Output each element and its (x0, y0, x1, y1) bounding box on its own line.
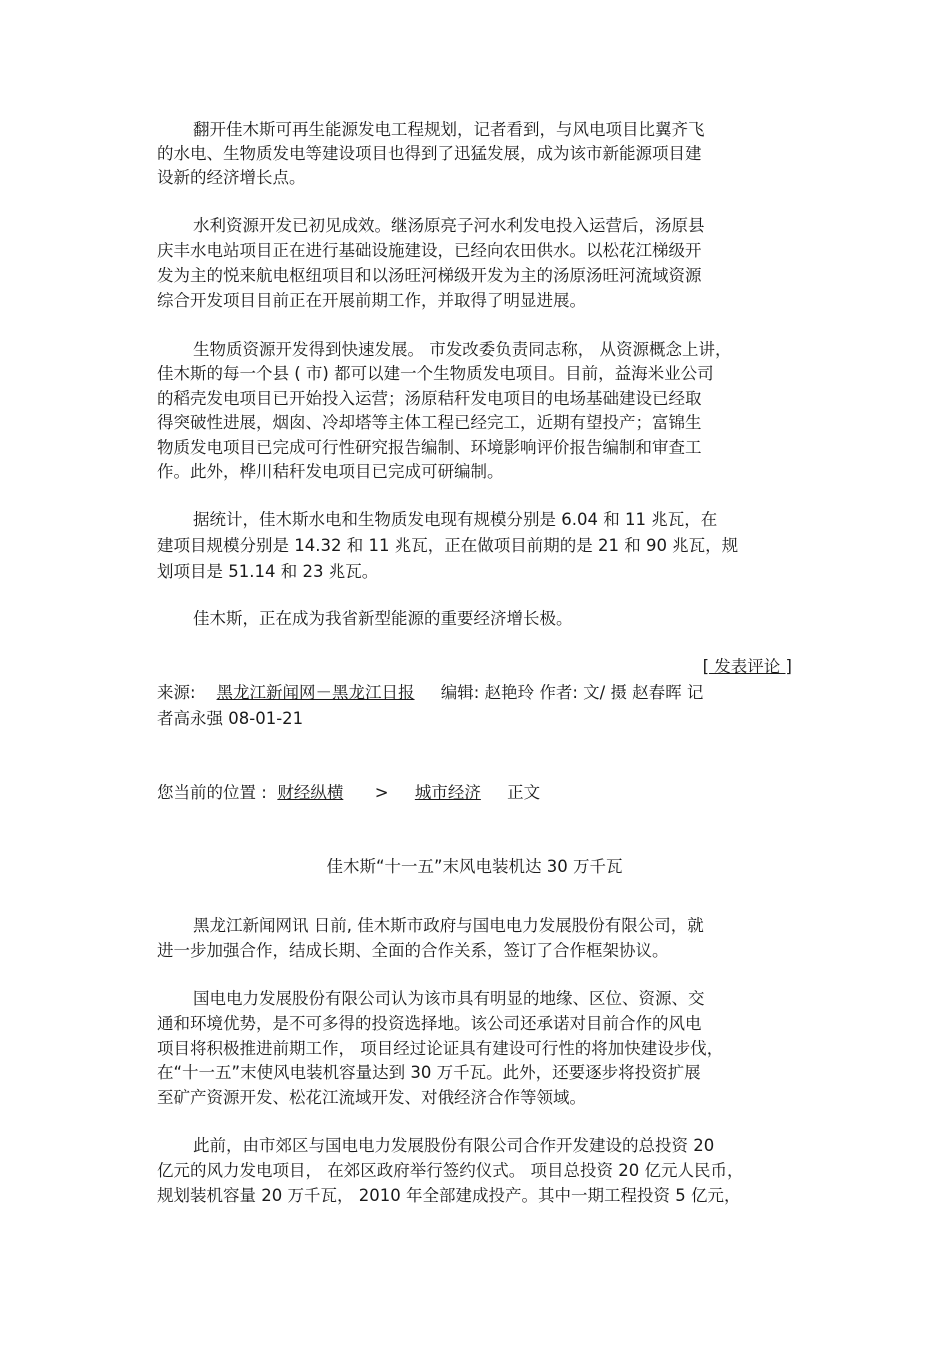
article-p3-line-1: 此前，由市郊区与国电电力发展股份有限公司合作开发建设的总投资 20 (193, 1136, 715, 1155)
article-p2-line-3: 项目将积极推进前期工作， 项目经过论证具有建设可行性的将加快建设步伐， (157, 1039, 724, 1058)
paragraph-3-line-6: 作。此外，桦川秸秆发电项目已完成可研编制。 (157, 462, 504, 481)
source-line (157, 682, 797, 704)
paragraph-4-line-2: 建项目规模分别是 14.32 和 11 兆瓦，正在做项目前期的是 21 和 90 兆瓦，规 (157, 536, 739, 555)
article-p1-line-2: 进一步加强合作，结成长期、全面的合作关系，签订了合作框架协议。 (157, 941, 669, 960)
breadcrumb-item-city-economy[interactable]: 城市经济 (414, 783, 481, 802)
paragraph-1-line-1: 翻开佳木斯可再生能源发电工程规划，记者看到，与风电项目比翼齐飞 (193, 120, 705, 139)
article-title: 佳木斯“十一五”末风电装机达 30 万千瓦 (326, 857, 623, 876)
paragraph-2-line-3: 发为主的悦来航电枢纽项目和以汤旺河梯级开发为主的汤原汤旺河流域资源 (157, 266, 702, 285)
source-label: 来源: (157, 683, 196, 702)
paragraph-1-line-3: 设新的经济增长点。 (157, 168, 306, 187)
paragraph-3-line-5: 物质发电项目已完成可行性研究报告编制、环境影响评价报告编制和审查工 (157, 438, 702, 457)
source-link[interactable]: 黑龙江新闻网－黑龙江日报 (216, 683, 415, 702)
paragraph-3-line-3: 的稻壳发电项目已开始投入运营；汤原秸秆发电项目的电场基础建设已经取 (157, 389, 702, 408)
breadcrumb-item-finance[interactable]: 财经纵横 (277, 783, 344, 802)
article-p2-line-1: 国电电力发展股份有限公司认为该市具有明显的地缘、区位、资源、交 (193, 989, 705, 1008)
paragraph-2-line-2: 庆丰水电站项目正在进行基础设施建设，已经向农田供水。以松花江梯级开 (157, 241, 702, 260)
paragraph-2-line-4: 综合开发项目目前正在开展前期工作，并取得了明显进展。 (157, 291, 586, 310)
paragraph-3-line-1: 生物质资源开发得到快速发展。 市发改委负责同志称， 从资源概念上讲， (193, 340, 732, 359)
source-details: 编辑: 赵艳玲 作者: 文/ 摄 赵春晖 记 (440, 683, 704, 702)
paragraph-5: 佳木斯，正在成为我省新型能源的重要经济增长极。 (193, 609, 573, 628)
breadcrumb-prefix: 您当前的位置 : (157, 783, 267, 802)
source-details-line-2: 者高永强 08-01-21 (157, 709, 304, 728)
article-p1-line-1: 黑龙江新闻网讯 日前, 佳木斯市政府与国电电力发展股份有限公司，就 (193, 916, 704, 935)
article-p3-line-2: 亿元的风力发电项目， 在郊区政府举行签约仪式。 项目总投资 20 亿元人民币， (157, 1161, 744, 1180)
paragraph-4-line-3: 划项目是 51.14 和 23 兆瓦。 (157, 562, 379, 581)
breadcrumb (157, 782, 797, 804)
post-comment-link[interactable]: [ 发表评论 ] (702, 657, 792, 676)
paragraph-1-line-2: 的水电、生物质发电等建设项目也得到了迅猛发展，成为该市新能源项目建 (157, 144, 702, 163)
breadcrumb-separator: > (374, 783, 389, 802)
paragraph-2-line-1: 水利资源开发已初见成效。继汤原亮子河水利发电投入运营后，汤原县 (193, 216, 705, 235)
breadcrumb-current: 正文 (507, 783, 541, 802)
article-p2-line-5: 至矿产资源开发、松花江流域开发、对俄经济合作等领域。 (157, 1088, 586, 1107)
article-p2-line-2: 通和环境优势，是不可多得的投资选择地。该公司还承诺对目前合作的风电 (157, 1014, 702, 1033)
paragraph-4-line-1: 据统计，佳木斯水电和生物质发电现有规模分别是 6.04 和 11 兆瓦，在 (193, 510, 718, 529)
paragraph-3-line-4: 得突破性进展，烟囱、冷却塔等主体工程已经完工，近期有望投产；富锦生 (157, 413, 702, 432)
paragraph-3-line-2: 佳木斯的每一个县 ( 市) 都可以建一个生物质发电项目。目前，益海米业公司 (157, 364, 714, 383)
article-p3-line-3: 规划装机容量 20 万千瓦， 2010 年全部建成投产。其中一期工程投资 5 亿元， (157, 1186, 741, 1205)
article-p2-line-4: 在“十一五”末使风电装机容量达到 30 万千瓦。此外，还要逐步将投资扩展 (157, 1063, 701, 1082)
